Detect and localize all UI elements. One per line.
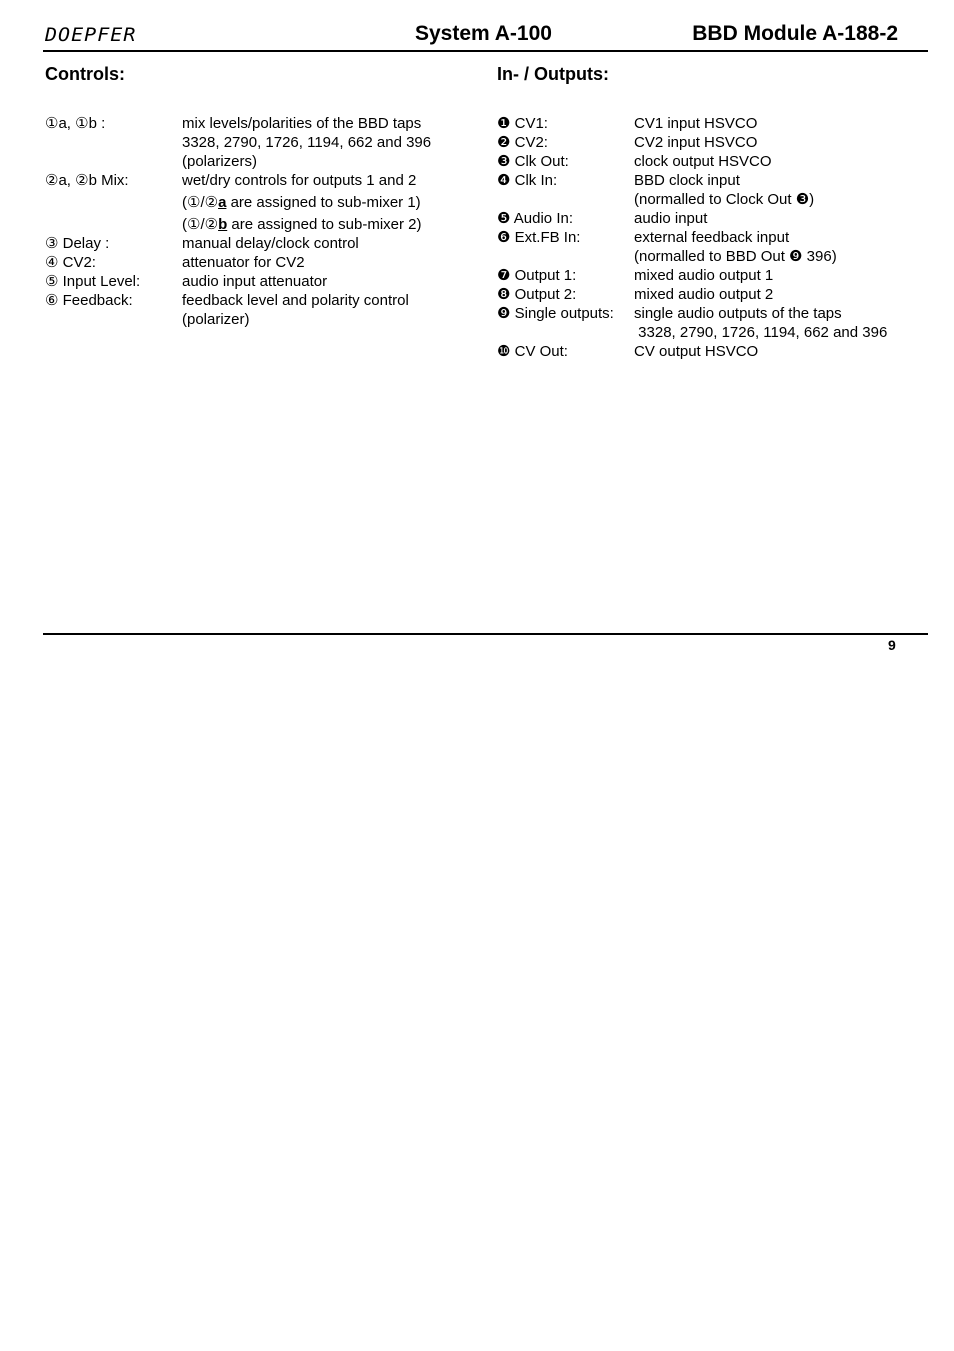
io-item-6 xyxy=(497,228,917,266)
io-desc-line: single audio outputs of the taps xyxy=(634,305,842,322)
control-label: ②a, ②b Mix: xyxy=(45,172,129,189)
control-desc-line: (polarizer) xyxy=(182,311,250,328)
control-desc-line: attenuator for CV2 xyxy=(182,254,305,271)
io-heading: In- / Outputs: xyxy=(497,64,609,84)
io-label: ❶ CV1: xyxy=(497,115,548,132)
io-item-3 xyxy=(497,152,917,171)
control-item-5 xyxy=(45,272,465,291)
io-item-5 xyxy=(497,209,917,228)
control-item-6 xyxy=(45,291,465,329)
control-label: ⑤ Input Level: xyxy=(45,273,141,290)
io-desc-line: (normalled to BBD Out ❾ 396) xyxy=(634,248,837,265)
io-label: ❹ Clk In: xyxy=(497,172,558,189)
footer-divider xyxy=(43,633,928,635)
control-item-1 xyxy=(45,114,465,171)
control-label: ①a, ①b : xyxy=(45,115,106,132)
io-desc-line: CV output HSVCO xyxy=(634,343,759,360)
doepfer-logo: DOEPFER xyxy=(45,24,137,46)
io-desc-line: audio input xyxy=(634,210,708,227)
io-label: ❸ Clk Out: xyxy=(497,153,569,170)
io-desc-line: external feedback input xyxy=(634,229,790,246)
control-desc-line: feedback level and polarity control xyxy=(182,292,409,309)
io-label: ❺ Audio In: xyxy=(497,210,573,227)
io-desc-line: clock output HSVCO xyxy=(634,153,772,170)
control-item-4 xyxy=(45,253,465,272)
io-desc-line: CV1 input HSVCO xyxy=(634,115,758,132)
io-desc-line: 3328, 2790, 1726, 1194, 662 and 396 xyxy=(634,324,888,341)
controls-list xyxy=(45,114,465,329)
io-item-1 xyxy=(497,114,917,133)
io-label: ❷ CV2: xyxy=(497,134,548,151)
io-item-4 xyxy=(497,171,917,209)
system-title: System A-100 xyxy=(415,22,552,45)
module-title: BBD Module A-188-2 xyxy=(692,22,898,45)
io-list xyxy=(497,114,917,361)
io-item-8 xyxy=(497,285,917,304)
io-label: ❾ Single outputs: xyxy=(497,305,614,322)
io-item-9 xyxy=(497,304,917,342)
control-desc-line: (polarizers) xyxy=(182,153,258,170)
control-label: ⑥ Feedback: xyxy=(45,292,133,309)
control-note-b: (①/②b are assigned to sub-mixer 2) xyxy=(182,216,422,233)
control-item-2 xyxy=(45,171,465,234)
io-item-2 xyxy=(497,133,917,152)
page-number: 9 xyxy=(888,637,896,653)
control-desc-line: manual delay/clock control xyxy=(182,235,359,252)
control-desc-line: wet/dry controls for outputs 1 and 2 xyxy=(182,172,417,189)
control-desc-line: audio input attenuator xyxy=(182,273,328,290)
control-item-3 xyxy=(45,234,465,253)
io-desc-line: CV2 input HSVCO xyxy=(634,134,758,151)
control-label: ③ Delay : xyxy=(45,235,110,252)
io-item-7 xyxy=(497,266,917,285)
io-label: ❻ Ext.FB In: xyxy=(497,229,581,246)
io-label: ❽ Output 2: xyxy=(497,286,577,303)
io-desc-line: BBD clock input xyxy=(634,172,740,189)
control-label: ④ CV2: xyxy=(45,254,96,271)
control-desc-line: 3328, 2790, 1726, 1194, 662 and 396 xyxy=(182,134,432,151)
io-item-10 xyxy=(497,342,917,361)
page-header xyxy=(43,20,928,52)
io-desc-line: mixed audio output 2 xyxy=(634,286,774,303)
controls-heading: Controls: xyxy=(45,64,125,84)
io-label: ❿ CV Out: xyxy=(497,343,568,360)
io-desc-line: mixed audio output 1 xyxy=(634,267,774,284)
io-label: ❼ Output 1: xyxy=(497,267,577,284)
control-desc-line: mix levels/polarities of the BBD taps xyxy=(182,115,422,132)
control-note-a: (①/②a are assigned to sub-mixer 1) xyxy=(182,194,421,211)
io-desc-line: (normalled to Clock Out ❸) xyxy=(634,191,815,208)
